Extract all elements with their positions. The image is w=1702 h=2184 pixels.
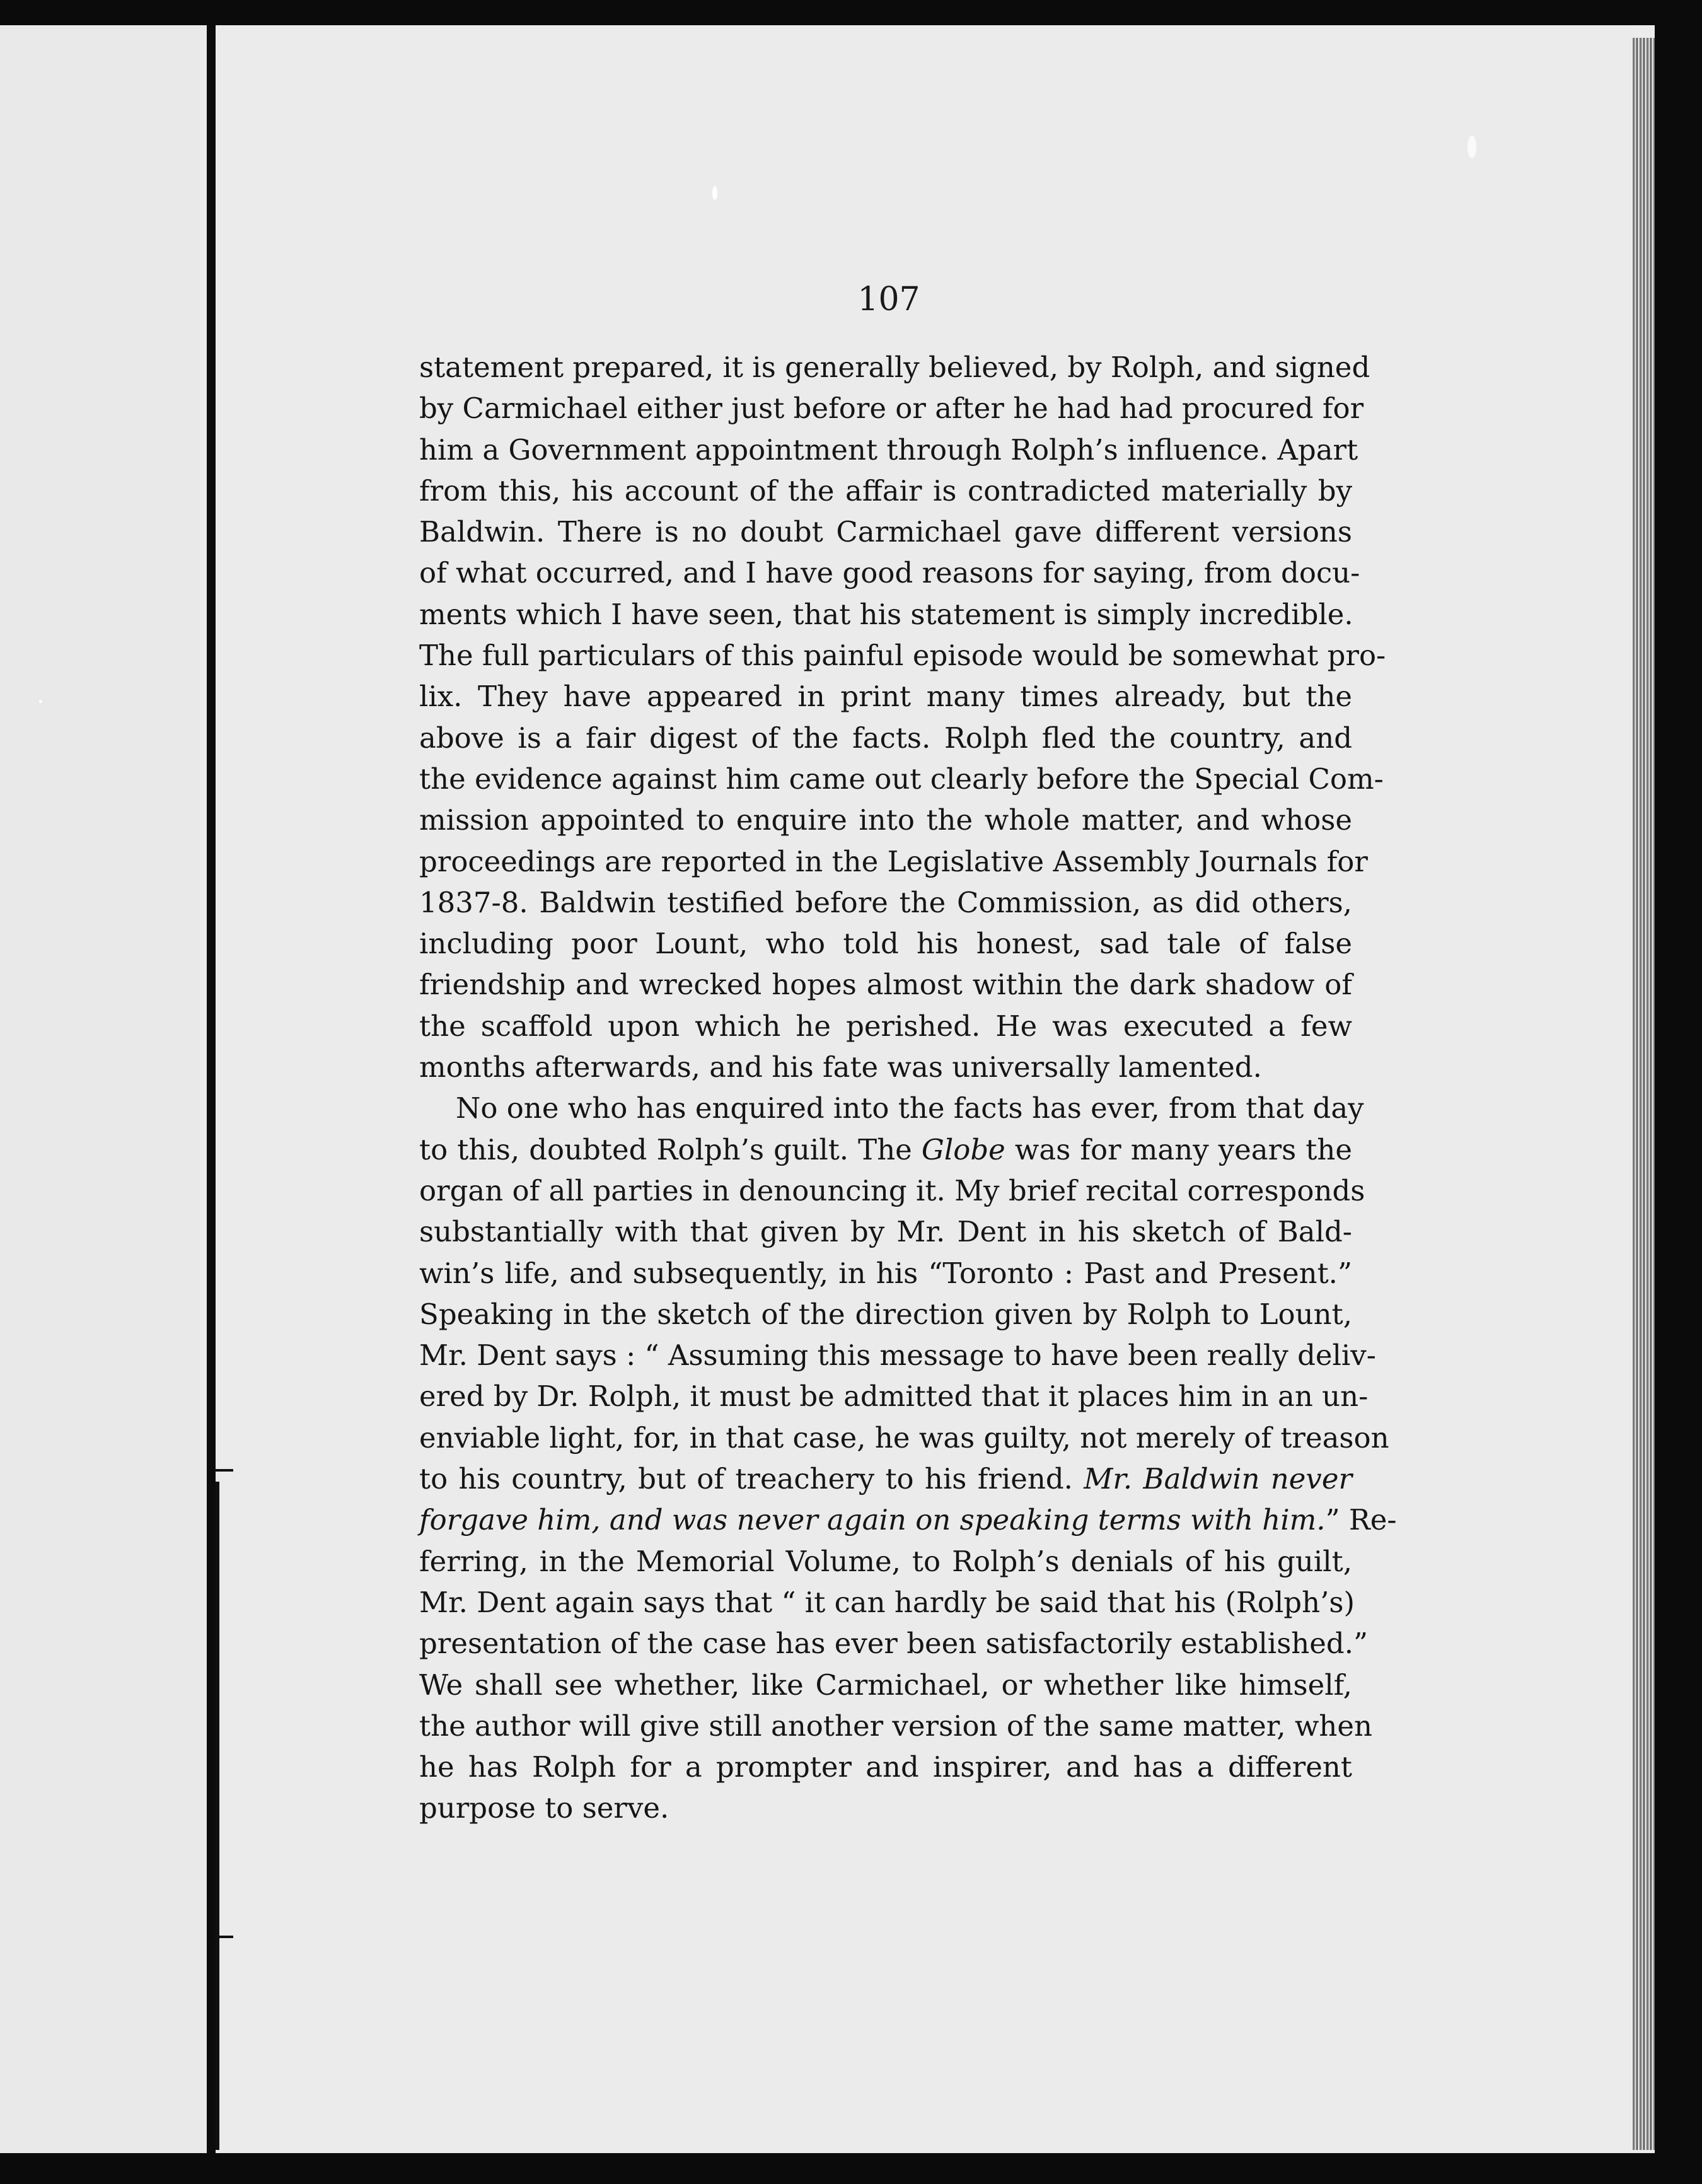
binding-gutter	[207, 25, 216, 2153]
paper-speck	[39, 700, 42, 703]
text-line	[419, 1582, 1355, 1623]
paper-speck	[712, 186, 717, 200]
body-text	[419, 347, 1397, 1829]
text-line	[419, 1664, 1352, 1705]
text-run: enviable light, for, in that case, he was guilty, not merely of treason	[419, 1420, 1389, 1455]
text-run: friendship and wrecked hopes almost within the dark shadow of	[419, 968, 1352, 1002]
text-line	[419, 1376, 1369, 1417]
text-line	[419, 1335, 1376, 1376]
text-run: presentation of the case has ever been satisfactorily established.”	[419, 1627, 1369, 1661]
text-run: Mr. Dent again says that “ it can hardly be said that his (Rolph’s)	[419, 1585, 1355, 1619]
text-line	[419, 758, 1384, 799]
text-line	[419, 388, 1364, 429]
text-line	[419, 1541, 1352, 1582]
text-line	[419, 1170, 1365, 1211]
text-line	[419, 1006, 1352, 1047]
text-run: 1837-8. Baldwin testified before the Commission, as did others,	[419, 885, 1352, 919]
text-line	[419, 799, 1352, 840]
page-number: 107	[857, 281, 920, 318]
text-line	[419, 347, 1370, 388]
text-run: the evidence against him came out clearly before the Special Com-	[419, 762, 1384, 796]
text-run: ered by Dr. Rolph, it must be admitted that it places him in an un-	[419, 1380, 1369, 1414]
text-line	[419, 1499, 1397, 1540]
text-line	[419, 1253, 1352, 1294]
text-line	[419, 841, 1368, 882]
text-run: months afterwards, and his fate was universally lamented.	[419, 1050, 1262, 1084]
text-line	[419, 1787, 1352, 1828]
text-line	[419, 552, 1360, 593]
text-run: Speaking in the sketch of the direction given by Rolph to Lount,	[419, 1297, 1352, 1331]
paragraph	[419, 1088, 1397, 1828]
italic-text-run: Mr. Baldwin never	[1084, 1462, 1352, 1496]
text-run: statement prepared, it is generally believed, by Rolph, and signed	[419, 351, 1370, 384]
text-line	[419, 594, 1352, 635]
text-run: substantially with that given by Mr. Dent in his sketch of Bald-	[419, 1215, 1352, 1249]
text-run: mission appointed to enquire into the whole matter, and whose	[419, 803, 1352, 837]
text-line	[419, 1417, 1389, 1458]
text-line	[419, 882, 1352, 923]
text-run: Baldwin. There is no doubt Carmichael gave different versions	[419, 515, 1352, 549]
text-run: of what occurred, and I have good reasons for saying, from docu-	[419, 556, 1360, 590]
paper-speck	[1468, 136, 1476, 158]
text-line	[419, 1705, 1373, 1746]
text-run: Mr. Dent says : “ Assuming this message to have been really deliv-	[419, 1339, 1376, 1373]
text-run: organ of all parties in denouncing it. My brief recital corresponds	[419, 1173, 1365, 1207]
text-line	[419, 1623, 1369, 1664]
text-run: We shall see whether, like Carmichael, or whether like himself,	[419, 1668, 1352, 1702]
text-line	[419, 1088, 1364, 1129]
text-line	[419, 676, 1352, 717]
gutter-mark	[214, 1469, 233, 1472]
text-run: the scaffold upon which he perished. He was executed a few	[419, 1009, 1352, 1043]
scanned-page	[0, 25, 1655, 2153]
text-line	[419, 717, 1352, 758]
text-line	[419, 635, 1386, 676]
text-run: from this, his account of the affair is contradicted materially by	[419, 473, 1352, 508]
text-line	[419, 1458, 1352, 1499]
text-run: ferring, in the Memorial Volume, to Rolph’s denials of his guilt,	[419, 1544, 1352, 1578]
text-line	[419, 1746, 1352, 1787]
text-line	[419, 1211, 1352, 1252]
text-run: to his country, but of treachery to his friend.	[419, 1462, 1084, 1496]
text-run: was for many years the	[1005, 1132, 1353, 1166]
text-run: The full particulars of this painful episode would be somewhat pro-	[419, 639, 1386, 673]
text-line	[419, 964, 1352, 1005]
text-run: by Carmichael either just before or after he had had procured for	[419, 392, 1364, 426]
text-run: win’s life, and subsequently, in his “Toronto : Past and Present.”	[419, 1256, 1352, 1290]
text-run: above is a fair digest of the facts. Rolph fled the country, and	[419, 721, 1352, 755]
text-line	[419, 1294, 1352, 1335]
italic-text-run: Globe	[921, 1132, 1005, 1166]
italic-text-run: forgave him, and was never again on speaking terms with him.	[419, 1503, 1326, 1537]
gutter-notch	[216, 1482, 245, 2150]
text-run: him a Government appointment through Rolph’s influence. Apart	[419, 433, 1358, 467]
text-run: to this, doubted Rolph’s guilt. The	[419, 1132, 922, 1166]
stacked-page-edges	[1633, 38, 1655, 2150]
text-line	[419, 1129, 1352, 1170]
text-run: the author will give still another version of the same matter, when	[419, 1709, 1373, 1743]
text-run: he has Rolph for a prompter and inspirer, and has a different	[419, 1750, 1352, 1784]
text-run: purpose to serve.	[419, 1791, 669, 1825]
left-page-edge	[0, 25, 208, 2153]
text-run: ments which I have seen, that his statement is simply incredible.	[419, 597, 1353, 631]
text-line	[419, 429, 1358, 470]
text-line	[419, 923, 1352, 964]
text-line	[419, 470, 1352, 511]
text-run: proceedings are reported in the Legislative Assembly Journals for	[419, 844, 1368, 878]
text-run: including poor Lount, who told his honest, sad tale of false	[419, 927, 1352, 961]
text-run: ” Re-	[1325, 1503, 1397, 1537]
paragraph	[419, 347, 1386, 1088]
text-line	[419, 511, 1352, 552]
text-line	[419, 1047, 1352, 1088]
text-run: lix. They have appeared in print many times already, but the	[419, 680, 1352, 714]
text-run: No one who has enquired into the facts has ever, from that day	[456, 1091, 1364, 1125]
